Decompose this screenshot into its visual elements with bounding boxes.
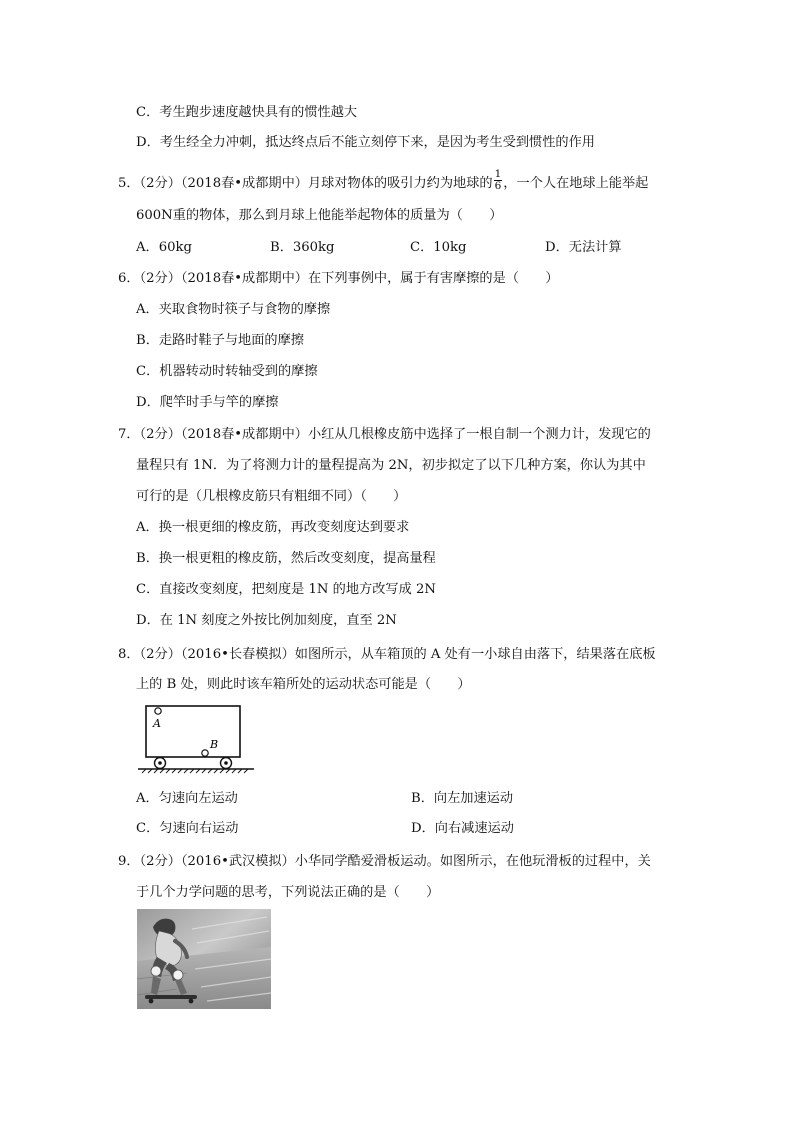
q8-stem-line2: 上的 B 处，则此时该车箱所处的运动状态可能是（ ） xyxy=(136,677,471,692)
q5-frac-denominator: 6 xyxy=(494,180,502,192)
q5-stem-line1 xyxy=(118,168,649,195)
q4-option-d: D．考生经全力冲刺，抵达终点后不能立刻停下来，是因为考生受到惯性的作用 xyxy=(136,135,595,150)
q8-option-d: D．向右减速运动 xyxy=(411,821,514,836)
q5-option-d: D．无法计算 xyxy=(545,240,622,255)
q7-stem-line2: 量程只有 1N．为了将测力计的量程提高为 2N，初步拟定了以下几种方案，你认为其中 xyxy=(136,458,646,473)
q9-stem-line1: 9．（2分）（2016•武汉模拟）小华同学酷爱滑板运动。如图所示，在他玩滑板的过程中，关 xyxy=(118,854,651,869)
q5-stem-pre: 5．（2分）（2018春•成都期中）月球对物体的吸引力约为地球的 xyxy=(118,176,493,191)
ball-a xyxy=(155,708,161,714)
q7-option-c: C．直接改变刻度，把刻度是 1N 的地方改写成 2N xyxy=(136,582,436,597)
skateboarder-photo xyxy=(137,909,271,1009)
q5-stem-line2: 600N重的物体，那么到月球上他能举起物体的质量为（ ） xyxy=(136,208,503,223)
ball-b xyxy=(202,750,208,756)
q5-option-c: C．10kg xyxy=(410,240,467,255)
q6-option-c: C．机器转动时转轴受到的摩擦 xyxy=(136,364,318,379)
q7-stem-line3: 可行的是（几根橡皮筋只有粗细不同）（ ） xyxy=(136,489,407,504)
q5-option-b: B．360kg xyxy=(270,240,335,255)
q8-stem-line1: 8．（2分）（2016•长春模拟）如图所示，从车箱顶的 A 处有一小球自由落下，结果落在底板 xyxy=(118,647,656,662)
left-wheel xyxy=(155,758,166,769)
q7-option-d: D．在 1N 刻度之外按比例加刻度，直至 2N xyxy=(136,613,397,628)
q6-stem: 6．（2分）（2018春•成都期中）在下列事例中，属于有害摩擦的是（ ） xyxy=(118,271,559,286)
q4-option-c: C．考生跑步速度越快具有的惯性越大 xyxy=(136,105,358,120)
q6-option-d: D．爬竿时手与竿的摩擦 xyxy=(136,395,279,410)
label-a: A xyxy=(153,717,161,730)
q7-stem-line1: 7．（2分）（2018春•成都期中）小红从几根橡皮筋中选择了一根自制一个测力计，发现它的 xyxy=(118,427,651,442)
q7-option-a: A．换一根更细的橡皮筋，再改变刻度达到要求 xyxy=(136,520,410,535)
q7-option-b: B．换一根更粗的橡皮筋，然后改变刻度，提高量程 xyxy=(136,551,436,566)
q8-option-c: C．匀速向右运动 xyxy=(136,821,239,836)
train-car-figure xyxy=(136,702,256,774)
q5-fraction xyxy=(494,169,503,192)
right-wheel xyxy=(221,758,232,769)
label-b: B xyxy=(210,738,219,751)
q8-option-a: A．匀速向左运动 xyxy=(136,791,238,806)
q5-stem-post: ，一个人在地球上能举起 xyxy=(503,176,649,191)
q5-frac-numerator: 1 xyxy=(494,168,502,180)
q8-option-b: B．向左加速运动 xyxy=(411,791,514,806)
q6-option-a: A．夹取食物时筷子与食物的摩擦 xyxy=(136,302,331,317)
q9-stem-line2: 于几个力学问题的思考，下列说法正确的是（ ） xyxy=(136,885,440,900)
q6-option-b: B．走路时鞋子与地面的摩擦 xyxy=(136,333,304,348)
q5-option-a: A．60kg xyxy=(136,240,192,255)
